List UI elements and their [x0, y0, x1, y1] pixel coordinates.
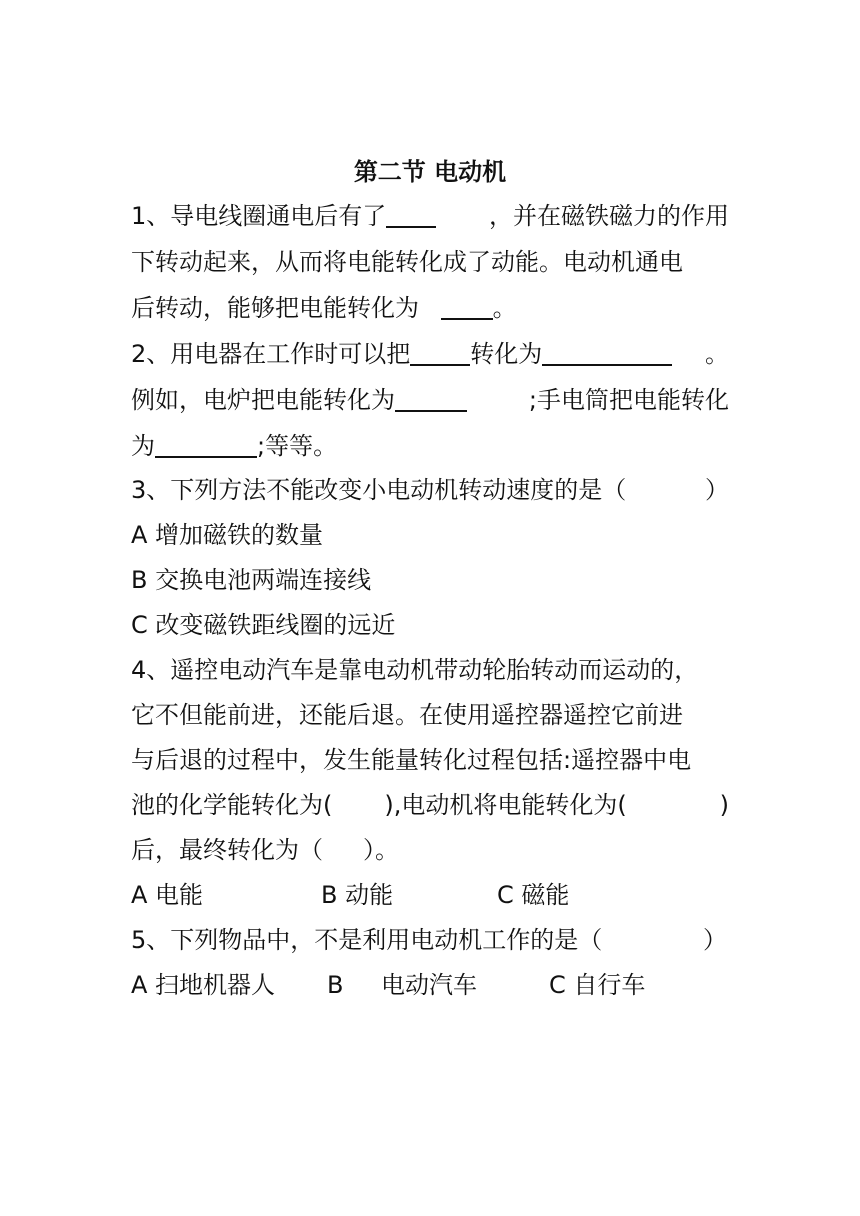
q3-close-paren: ） [705, 476, 729, 504]
q1-line-3 [131, 290, 517, 326]
q3-stem [131, 472, 729, 508]
q5-option-b-text: 电动汽车 [381, 971, 477, 999]
q2-text-a: 2、用电器在工作时可以把 [131, 340, 411, 368]
q2-blank-3 [395, 386, 467, 412]
q1-text-c: 下转动起来，从而将电能转化成了动能。电动机通电 [131, 248, 683, 276]
q5-stem-text: 5、下列物品中，不是利用电动机工作的是（ [131, 926, 603, 954]
q1-blank-1 [386, 202, 436, 228]
q1-text-d: 后转动，能够把电能转化为 [131, 294, 419, 322]
q2-blank-1 [410, 340, 470, 366]
q2-text-e: ;手电筒把电能转化 [528, 386, 729, 414]
q2-line-2 [131, 382, 729, 418]
q4-text-h: ）。 [363, 836, 399, 864]
q1-text-e: 。 [492, 294, 517, 322]
q2-text-g: ;等等。 [257, 432, 338, 460]
q3-stem-text: 3、下列方法不能改变小电动机转动速度的是（ [131, 476, 627, 504]
q4-text-a: 4、遥控电动汽车是靠电动机带动轮胎转动而运动的， [131, 656, 699, 684]
q5-option-a: A 扫地机器人 [131, 971, 276, 999]
q2-blank-2 [542, 340, 672, 366]
q4-text-g: 后，最终转化为（ [131, 836, 323, 864]
q2-line-3 [131, 428, 337, 464]
q2-blank-4 [155, 432, 257, 458]
q5-option-c: C 自行车 [549, 971, 646, 999]
q4-option-c: C 磁能 [497, 881, 570, 909]
q5-option-b-letter: B [327, 971, 344, 999]
section-title: 第二节 电动机 [353, 158, 507, 186]
q2-line-1 [131, 336, 729, 372]
q4-option-b: B 动能 [321, 881, 394, 909]
q2-text-d: 例如，电炉把电能转化为 [131, 386, 395, 414]
q1-line-2 [131, 244, 729, 280]
q1-blank-2 [441, 294, 493, 320]
q3-option-b: B 交换电池两端连接线 [131, 566, 372, 594]
q4-text-b: 它不但能前进，还能后退。在使用遥控器遥控它前进 [131, 701, 683, 729]
q3-option-c: C 改变磁铁距线圈的远近 [131, 611, 396, 639]
q4-text-e: ),电动机将电能转化为( [384, 791, 627, 819]
q1-text-a: 1、导电线圈通电后有了 [131, 202, 387, 230]
q4-text-c: 与后退的过程中，发生能量转化过程包括:遥控器中电 [131, 746, 692, 774]
q4-line-1 [131, 652, 729, 688]
q3-option-a: A 增加磁铁的数量 [131, 521, 324, 549]
q4-line-2 [131, 697, 729, 733]
q4-line-3 [131, 742, 729, 778]
q2-text-f: 为 [131, 432, 155, 460]
q4-text-f: ) [719, 791, 729, 819]
q5-stem [131, 922, 729, 958]
q5-close-paren: ） [703, 926, 727, 954]
q2-text-b: 转化为 [470, 340, 543, 368]
q4-text-d: 池的化学能转化为( [131, 791, 333, 819]
q4-option-a: A 电能 [131, 881, 204, 909]
q1-text-b: ，并在磁铁磁力的作用 [489, 202, 729, 230]
q4-line-4 [131, 787, 729, 823]
q4-line-5 [131, 832, 399, 868]
q1-line-1 [131, 198, 729, 234]
q2-text-c: 。 [705, 340, 729, 368]
